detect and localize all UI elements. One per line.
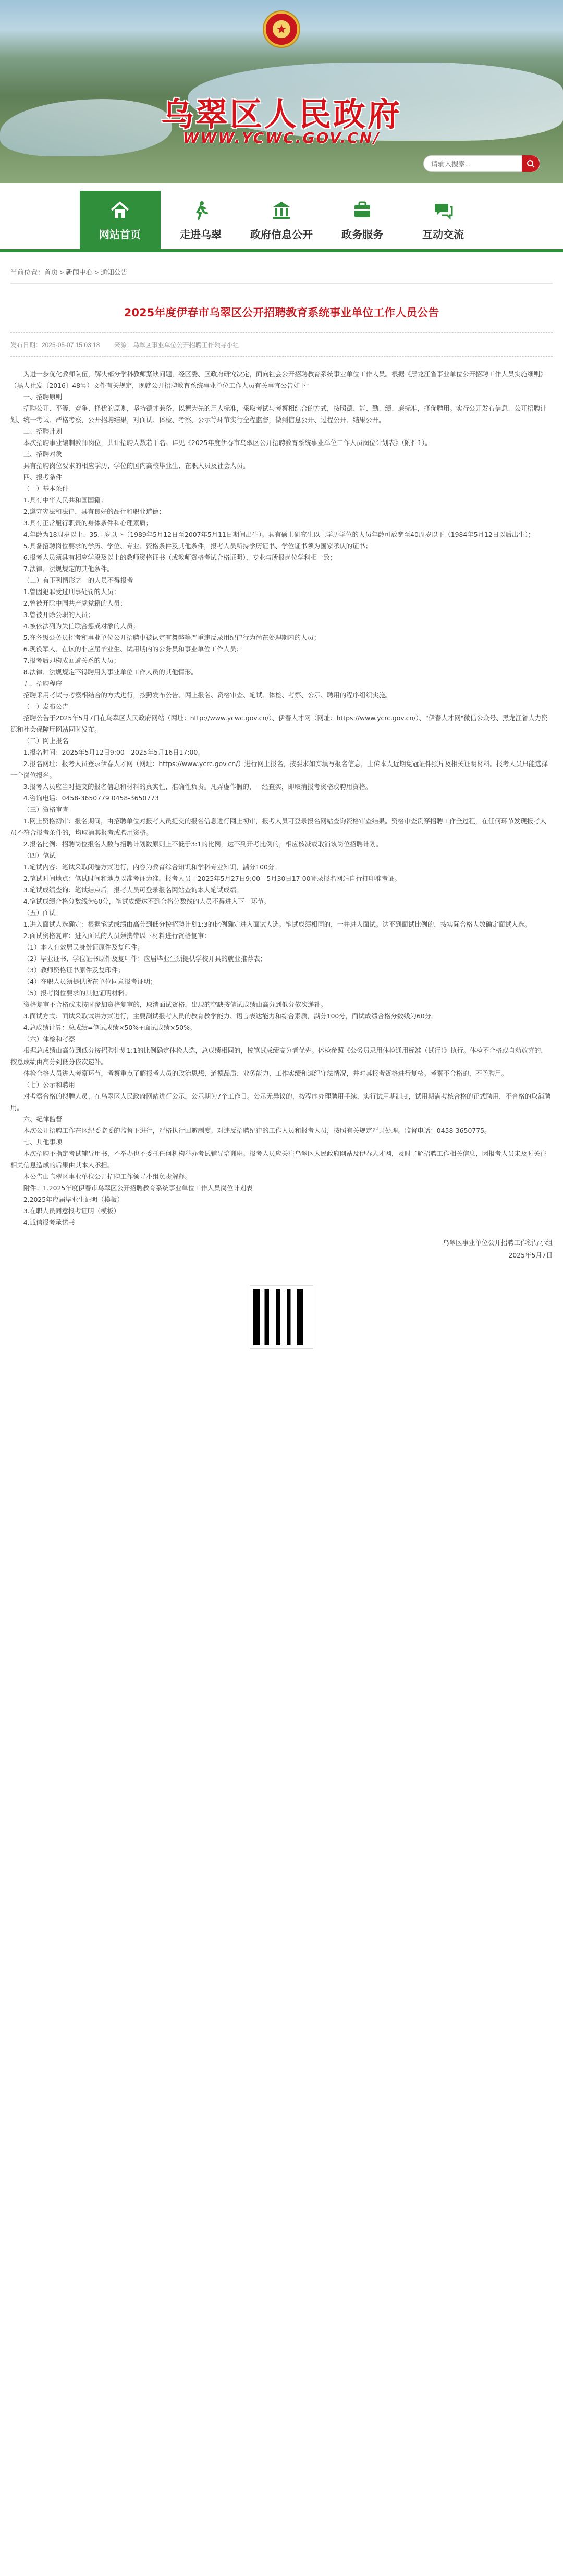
nav-item-interaction[interactable] [403, 191, 484, 249]
paragraph: 2.笔试时间地点：笔试时间和地点以准考证为准。报考人员于2025年5月27日9:00—5月30日17:00登录报名网站自行打印准考证。 [23, 874, 401, 882]
paragraph: 2.遵守宪法和法律，具有良好的品行和职业道德； [23, 508, 165, 515]
paragraph: 8.法律、法规规定不得聘用为事业单位工作人员的其他情形。 [23, 668, 198, 676]
search-input[interactable] [424, 156, 518, 171]
paragraph: 1.进入面试人选确定：根据笔试成绩由高分到低分按招聘计划1:3的比例确定进入面试人选。笔试成绩相同的，一并进入面试。达不到面试比例的，按实际合格人数确定面试人选。 [23, 920, 531, 928]
paragraph: 具有招聘岗位要求的相应学历、学位的国内高校毕业生、在职人员及社会人员。 [23, 462, 250, 470]
nav-label: 政府信息公开 [250, 229, 313, 241]
paragraph: 4.诚信报考承诺书 [23, 1218, 75, 1226]
paragraph: 附件：1.2025年度伊春市乌翠区公开招聘教育系统事业单位工作人员岗位计划表 [23, 1184, 253, 1192]
paragraph: 6.现役军人、在读的非应届毕业生、试用期内的公务员和事业单位工作人员； [23, 645, 243, 653]
paragraph: 6.报考人员须具有相应学段及以上的教师资格证书（或教师资格考试合格证明），专业与所报岗位学科相一致； [23, 553, 337, 561]
search-box [423, 155, 540, 172]
site-url: WWW.YCWC.GOV.CN/ [182, 129, 381, 146]
paragraph: 1.报名时间：2025年5月12日9:00—2025年5月16日17:00。 [23, 748, 204, 756]
section-heading: （二）网上报名 [23, 737, 69, 745]
qr-code [250, 1286, 313, 1348]
paragraph: 1.曾因犯罪受过刑事处罚的人员； [23, 588, 120, 596]
building-icon [271, 199, 292, 221]
paragraph: 1.网上资格初审：报名期间，由招聘单位对报考人员提交的报名信息进行网上初审，报考人员可登录报名网站查询资格审查结果。资格审查贯穿招聘工作全过程，在任何环节发现报考人员不符合报考条件的，均取消其报考或聘用资格。 [10, 817, 546, 836]
section-heading: 三、招聘对象 [23, 450, 63, 458]
paragraph: 3.在职人员同意报考证明（模板） [23, 1207, 120, 1215]
paragraph: 3.报考人员应当对提交的报名信息和材料的真实性、准确性负责。凡弄虚作假的，一经查实，即取消报考资格或聘用资格。 [23, 783, 372, 791]
paragraph: （4）在职人员须提供所在单位同意报考证明； [23, 978, 157, 985]
paragraph: 资格复审不合格或未按时参加资格复审的，取消面试资格，出现的空缺按笔试成绩由高分到低分依次递补。 [23, 1001, 327, 1008]
paragraph: 对考察合格的拟聘人员，在乌翠区人民政府网站进行公示，公示期为7个工作日。公示无异议的，按程序办理聘用手续，实行试用期制度，试用期满考核合格的正式聘用，不合格的取消聘用。 [10, 1092, 551, 1112]
paragraph: 3.曾被开除公职的人员； [23, 611, 94, 619]
nav-item-about[interactable] [161, 191, 241, 249]
walk-icon [190, 199, 212, 221]
hall-icon [351, 199, 373, 221]
search-icon [527, 159, 535, 168]
paragraph: 4.咨询电话：0458-3650779 0458-3650773 [23, 794, 159, 802]
section-heading: 二、招聘计划 [23, 427, 63, 435]
paragraph: （2）毕业证书、学位证书原件及复印件；应届毕业生须提供学校开具的就业推荐表； [23, 955, 267, 963]
breadcrumb: 当前位置：首页 > 新闻中心 > 通知公告 [10, 267, 553, 284]
section-heading: （三）资格审查 [23, 806, 69, 814]
section-heading: （五）面试 [23, 909, 56, 917]
nav-label: 走进乌翠 [180, 229, 222, 241]
section-heading: （一）基本条件 [23, 485, 69, 492]
sign-date: 2025年5月7日 [508, 1251, 553, 1259]
nav-item-services[interactable] [322, 191, 403, 249]
article-body [10, 368, 553, 1228]
paragraph: 本次招聘不指定考试辅导用书，不举办也不委托任何机构举办考试辅导培训班。报考人员应关注乌翠区人民政府网站及伊春人才网，及时了解招聘工作相关信息，因报考人员未及时关注相关信息造成的后果由其本人承担。 [10, 1150, 547, 1169]
section-heading: 七、其他事项 [23, 1138, 63, 1146]
article-meta [10, 332, 553, 357]
search-button[interactable] [522, 155, 540, 172]
section-heading: 五、招聘程序 [23, 680, 63, 687]
nav-label: 互动交流 [422, 229, 464, 241]
paragraph: 2.曾被开除中国共产党党籍的人员； [23, 599, 127, 607]
nav-item-gov-info[interactable] [241, 191, 322, 249]
paragraph: 本公告由乌翠区事业单位公开招聘工作领导小组负责解释。 [23, 1173, 191, 1180]
paragraph: （1）本人有效居民身份证原件及复印件； [23, 943, 144, 951]
paragraph: 7.法律、法规规定的其他条件。 [23, 565, 114, 573]
paragraph: 招聘公开、平等、竞争、择优的原则，坚持德才兼备，以德为先的用人标准，采取考试与考察相结合的方式，按照德、能、勤、绩、廉标准，择优聘用。实行公开发布信息、公开招聘计划、统一考试、严格考察，公开招聘结果，对面试、体检、考察、公示等环节实行全程监督，做到信息公开、过程公开、结果公开。 [10, 404, 547, 424]
paragraph: 本次公开招聘工作在区纪委监委的监督下进行，严格执行回避制度。对违反招聘纪律的工作人员和报考人员，按照有关规定严肃处理。监督电话：0458-3650775。 [23, 1127, 491, 1135]
paragraph: 1.具有中华人民共和国国籍； [23, 496, 107, 504]
paragraph: 本次招聘事业编制教师岗位，共计招聘人数若干名。详见《2025年度伊春市乌翠区公开招聘教育系统事业单位工作人员岗位计划表》（附件1）。 [23, 439, 432, 447]
paragraph: （5）报考岗位要求的其他证明材料。 [23, 989, 131, 997]
breadcrumb-home[interactable]: 首页 [44, 268, 58, 276]
paragraph: 7.报考后即构成回避关系的人员； [23, 657, 120, 664]
signature [10, 1237, 553, 1262]
paragraph: 5.在各级公务员招考和事业单位公开招聘中被认定有舞弊等严重违反录用纪律行为尚在处理期内的人员； [23, 634, 321, 642]
section-heading: 六、纪律监督 [23, 1115, 63, 1123]
main-nav [0, 183, 563, 252]
article-source: 来源：乌翠区事业单位公开招聘工作领导小组 [114, 341, 239, 349]
chat-icon [432, 199, 454, 221]
paragraph: （3）教师资格证书原件及复印件； [23, 966, 125, 974]
section-heading: （二）有下列情形之一的人员不得报考 [23, 576, 133, 584]
sign-org: 乌翠区事业单位公开招聘工作领导小组 [443, 1239, 553, 1247]
paragraph: 3.笔试成绩查询：笔试结束后，报考人员可登录报名网站查询本人笔试成绩。 [23, 886, 243, 894]
paragraph: 体检合格人员进入考察环节，考察重点了解报考人员的政治思想、道德品质、业务能力、工作实绩和遵纪守法情况，并对其报考资格进行复核。考察不合格的，不予聘用。 [23, 1069, 508, 1077]
publish-date: 发布日期：2025-05-07 15:03:18 [10, 341, 100, 349]
section-heading: （一）发布公告 [23, 702, 69, 710]
paragraph: 为进一步优化教师队伍，解决部分学科教师紧缺问题，经区委、区政府研究决定，面向社会公开招聘教育系统事业单位工作人员。根据《黑龙江省事业单位公开招聘工作人员实施细则》（黑人社发〔2016〕48号）文件有关规定，现就公开招聘教育系统事业单位工作人员有关事宜公告如下： [10, 370, 547, 389]
paragraph: 4.被依法列为失信联合惩戒对象的人员； [23, 622, 140, 630]
section-heading: （六）体检和考察 [23, 1035, 75, 1043]
paragraph: 招聘采用考试与考察相结合的方式进行，按照发布公告、网上报名、资格审查、笔试、体检、考察、公示、聘用的程序组织实施。 [23, 691, 392, 699]
paragraph: 2.报名网址：报考人员登录伊春人才网（网址：https://www.ycrc.gov.cn/）进行网上报名，按要求如实填写报名信息，上传本人近期免冠证件照片及相关证明材料。报考人员只能选择一个岗位报名。 [10, 760, 548, 779]
breadcrumb-notices[interactable]: 通知公告 [100, 268, 128, 276]
paragraph: 根据总成绩由高分到低分按招聘计划1:1的比例确定体检人选，总成绩相同的，按笔试成绩高分者优先。体检参照《公务员录用体检通用标准（试行）》执行。体检不合格或自动放弃的，按总成绩由高分到低分依次递补。 [10, 1046, 547, 1066]
paragraph: 3.具有正常履行职责的身体条件和心理素质； [23, 519, 153, 527]
home-icon [109, 199, 131, 221]
site-title[interactable]: 乌翠区人民政府 [161, 95, 402, 133]
section-heading: 一、招聘原则 [23, 393, 63, 401]
national-emblem-icon: ★ [263, 10, 300, 48]
section-heading: （四）笔试 [23, 852, 56, 859]
header-banner [0, 0, 563, 183]
paragraph: 3.面试方式：面试采取试讲方式进行，主要测试报考人员的教育教学能力、语言表达能力和综合素质，满分100分，面试成绩合格分数线为60分。 [23, 1012, 438, 1020]
breadcrumb-prefix: 当前位置： [10, 268, 45, 276]
section-heading: 四、报考条件 [23, 473, 63, 481]
paragraph: 4.总成绩计算：总成绩=笔试成绩×50%+面试成绩×50%。 [23, 1024, 197, 1031]
paragraph: 2.报名比例：招聘岗位报名人数与招聘计划数原则上不低于3:1的比例，达不到开考比例的，相应核减或取消该岗位招聘计划。 [23, 840, 383, 848]
paragraph: 5.具备招聘岗位要求的学历、学位、专业、资格条件及其他条件，报考人员所持学历证书、学位证书须为国家承认的证书； [23, 542, 372, 550]
section-heading: （七）公示和聘用 [23, 1081, 75, 1089]
breadcrumb-news[interactable]: 新闻中心 [65, 268, 93, 276]
paragraph: 4.年龄为18周岁以上、35周岁以下（1989年5月12日至2007年5月11日期间出生）。具有硕士研究生以上学历学位的人员年龄可放宽至40周岁以下（1984年5月12日以后出生）； [23, 531, 535, 538]
paragraph: 4.笔试成绩合格分数线为60分，笔试成绩达不到合格分数线的人员不得进入下一环节。 [23, 897, 271, 905]
paragraph: 2.2025年应届毕业生证明（模板） [23, 1195, 124, 1203]
article-title: 2025年度伊春市乌翠区公开招聘教育系统事业单位工作人员公告 [124, 306, 439, 319]
paragraph: 招聘公告于2025年5月7日在乌翠区人民政府网站（网址：http://www.ycwc.gov.cn/）、伊春人才网（网址：https://www.ycrc.gov.cn/）、"伊春人才网"微信公众号、黑龙江省人力资源和社会保障厅网站同时发布。 [10, 714, 548, 733]
nav-label: 政务服务 [341, 229, 383, 241]
nav-label: 网站首页 [99, 229, 141, 241]
paragraph: 1.笔试内容：笔试采取闭卷方式进行，内容为教育综合知识和学科专业知识，满分100分。 [23, 863, 281, 871]
paragraph: 2.面试资格复审：进入面试的人员须携带以下材料进行资格复审： [23, 932, 211, 940]
nav-item-home[interactable] [80, 191, 161, 249]
